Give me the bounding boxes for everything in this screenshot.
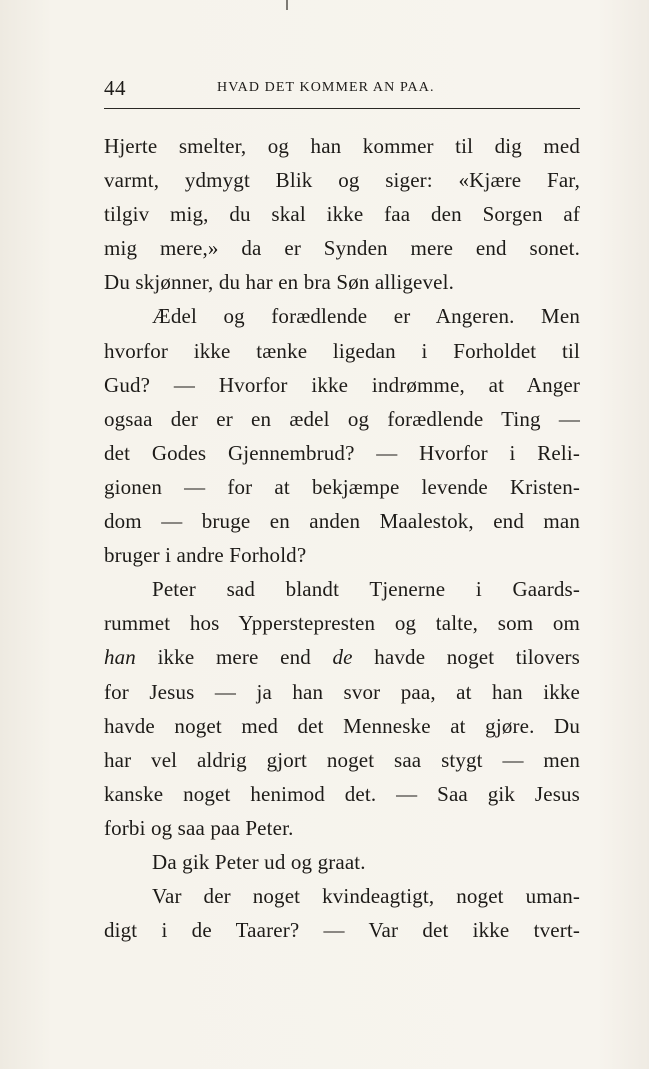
- text-segment: bruger i andre Forhold?: [104, 543, 307, 568]
- text-line: [104, 402, 580, 436]
- running-title: HVAD DET KOMMER AN PAA.: [217, 80, 435, 95]
- text-line: [104, 299, 580, 333]
- text-segment: Hjerte smelter, og han kommer til dig med: [104, 134, 580, 158]
- text-line: [104, 845, 580, 879]
- text-line: [104, 231, 580, 265]
- text-line: [104, 504, 580, 538]
- text-segment: Da gik Peter ud og graat.: [152, 849, 366, 874]
- text-line: [104, 368, 580, 402]
- text-segment: det Godes Gjennembrud? — Hvorfor i Reli-: [104, 440, 580, 465]
- text-segment: gionen — for at bekjæmpe levende Kristen-: [104, 474, 580, 499]
- text-line: [104, 709, 580, 743]
- text-line: [104, 538, 580, 572]
- text-line: [104, 163, 580, 197]
- text-segment: ikke mere end: [135, 645, 333, 670]
- text-line: [104, 197, 580, 231]
- text-line: [104, 811, 580, 845]
- italic-word: han: [104, 645, 136, 670]
- text-segment: for Jesus — ja han svor paa, at han ikke: [104, 679, 580, 704]
- text-line: [104, 572, 580, 606]
- body-text: [104, 129, 580, 947]
- binding-mark: [286, 0, 288, 10]
- text-segment: rummet hos Ypperstepresten og talte, som om: [104, 611, 580, 636]
- text-segment: varmt, ydmygt Blik og siger: «Kjære Far,: [104, 168, 580, 193]
- text-line: [104, 675, 580, 709]
- text-line: [104, 777, 580, 811]
- text-segment: kanske noget henimod det. — Saa gik Jesus: [104, 781, 580, 806]
- text-segment: havde noget tilovers: [352, 645, 580, 670]
- text-line: [104, 606, 580, 640]
- text-segment: dom — bruge en anden Maalestok, end man: [104, 509, 580, 534]
- text-segment: ogsaa der er en ædel og forædlende Ting —: [104, 406, 580, 431]
- text-line: [104, 640, 580, 674]
- text-segment: forbi og saa paa Peter.: [104, 815, 294, 840]
- text-segment: mig mere,» da er Synden mere end sonet.: [104, 236, 580, 261]
- text-segment: Var der noget kvindeagtigt, noget uman-: [152, 884, 580, 909]
- text-segment: har vel aldrig gjort noget saa stygt — men: [104, 747, 580, 772]
- text-segment: hvorfor ikke tænke ligedan i Forholdet til: [104, 338, 580, 363]
- text-line: [104, 470, 580, 504]
- text-segment: havde noget med det Menneske at gjøre. Du: [104, 713, 580, 738]
- text-line: [104, 129, 580, 163]
- italic-word: de: [332, 645, 353, 670]
- page-header: [104, 74, 580, 109]
- text-segment: Ædel og forædlende er Angeren. Men: [152, 304, 580, 329]
- text-segment: Gud? — Hvorfor ikke indrømme, at Anger: [104, 372, 580, 397]
- text-segment: Peter sad blandt Tjenerne i Gaards-: [152, 577, 580, 602]
- page-number: 44: [104, 76, 126, 100]
- text-line: [104, 743, 580, 777]
- text-segment: Du skjønner, du har en bra Søn alligevel.: [104, 270, 454, 295]
- text-line: [104, 913, 580, 947]
- text-line: [104, 436, 580, 470]
- text-segment: digt i de Taarer? — Var det ikke tvert-: [104, 918, 580, 943]
- text-line: [104, 879, 580, 913]
- text-segment: tilgiv mig, du skal ikke faa den Sorgen af: [104, 202, 580, 227]
- text-line: [104, 265, 580, 299]
- text-line: [104, 334, 580, 368]
